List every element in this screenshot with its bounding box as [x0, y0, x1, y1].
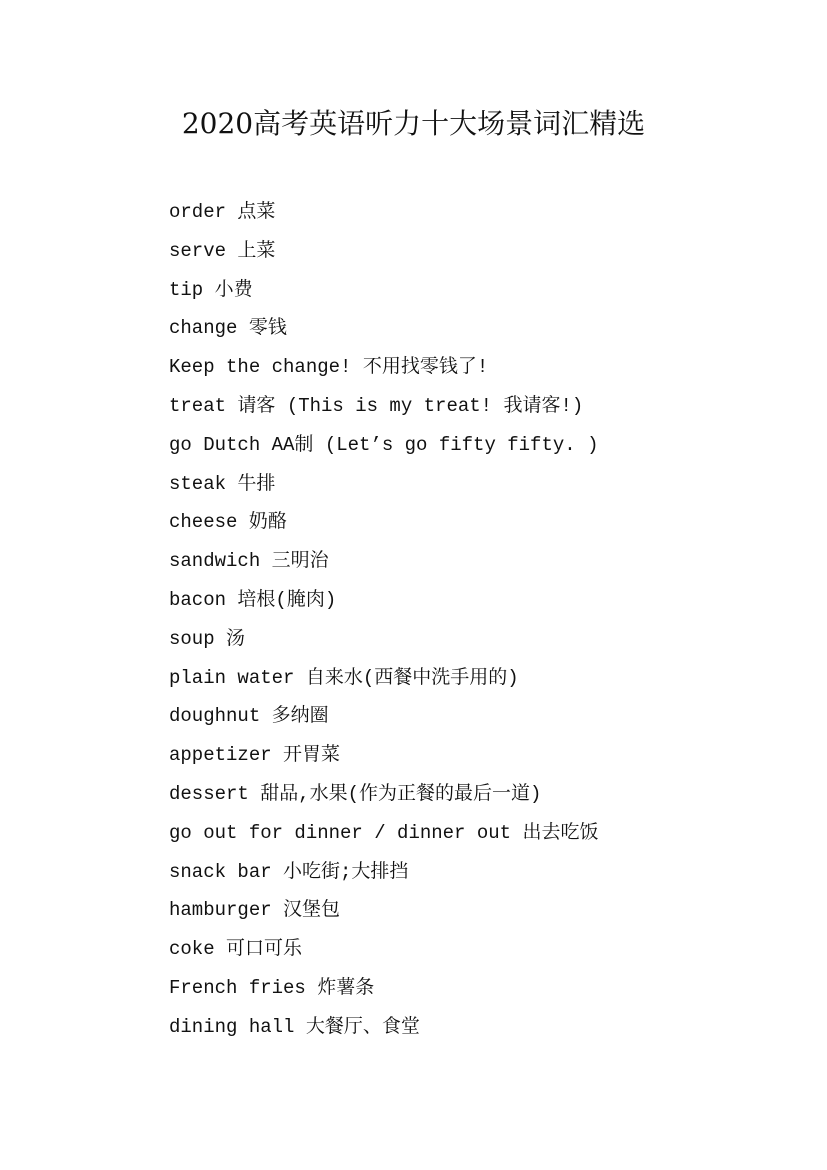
vocab-item: go out for dinner / dinner out 出去吃饭: [169, 821, 599, 844]
vocab-item: change 零钱: [169, 317, 287, 340]
vocab-item: tip 小费: [169, 278, 253, 301]
vocab-item: sandwich 三明治: [169, 550, 329, 573]
vocab-item: dining hall 大餐厅、食堂: [169, 1015, 420, 1038]
vocab-item: treat 请客 (This is my treat! 我请客!): [169, 394, 584, 417]
vocab-item: soup 汤: [169, 627, 246, 650]
vocab-item: order 点菜: [169, 201, 276, 223]
vocab-item: appetizer 开胃菜: [169, 744, 341, 767]
vocab-item: steak 牛排: [169, 472, 276, 495]
vocab-item: bacon 培根(腌肉): [169, 588, 337, 611]
vocab-item: go Dutch AA制 (Let’s go fifty fifty. ): [169, 433, 599, 456]
vocab-item: serve 上菜: [169, 239, 276, 262]
page-title: 2020高考英语听力十大场景词汇精选: [181, 107, 646, 140]
vocab-item: Keep the change! 不用找零钱了!: [169, 356, 489, 379]
vocab-item: hamburger 汉堡包: [169, 899, 341, 922]
vocab-item: plain water 自来水(西餐中洗手用的): [169, 666, 519, 689]
vocabulary-list: [169, 195, 789, 1049]
vocab-item: cheese 奶酪: [169, 511, 287, 534]
vocab-item: snack bar 小吃街;大排挡: [169, 860, 409, 883]
vocab-item: doughnut 多纳圈: [169, 705, 329, 728]
vocab-item: coke 可口可乐: [169, 938, 303, 961]
vocab-item: French fries 炸薯条: [169, 976, 375, 999]
vocab-item: dessert 甜品,水果(作为正餐的最后一道): [169, 782, 542, 805]
